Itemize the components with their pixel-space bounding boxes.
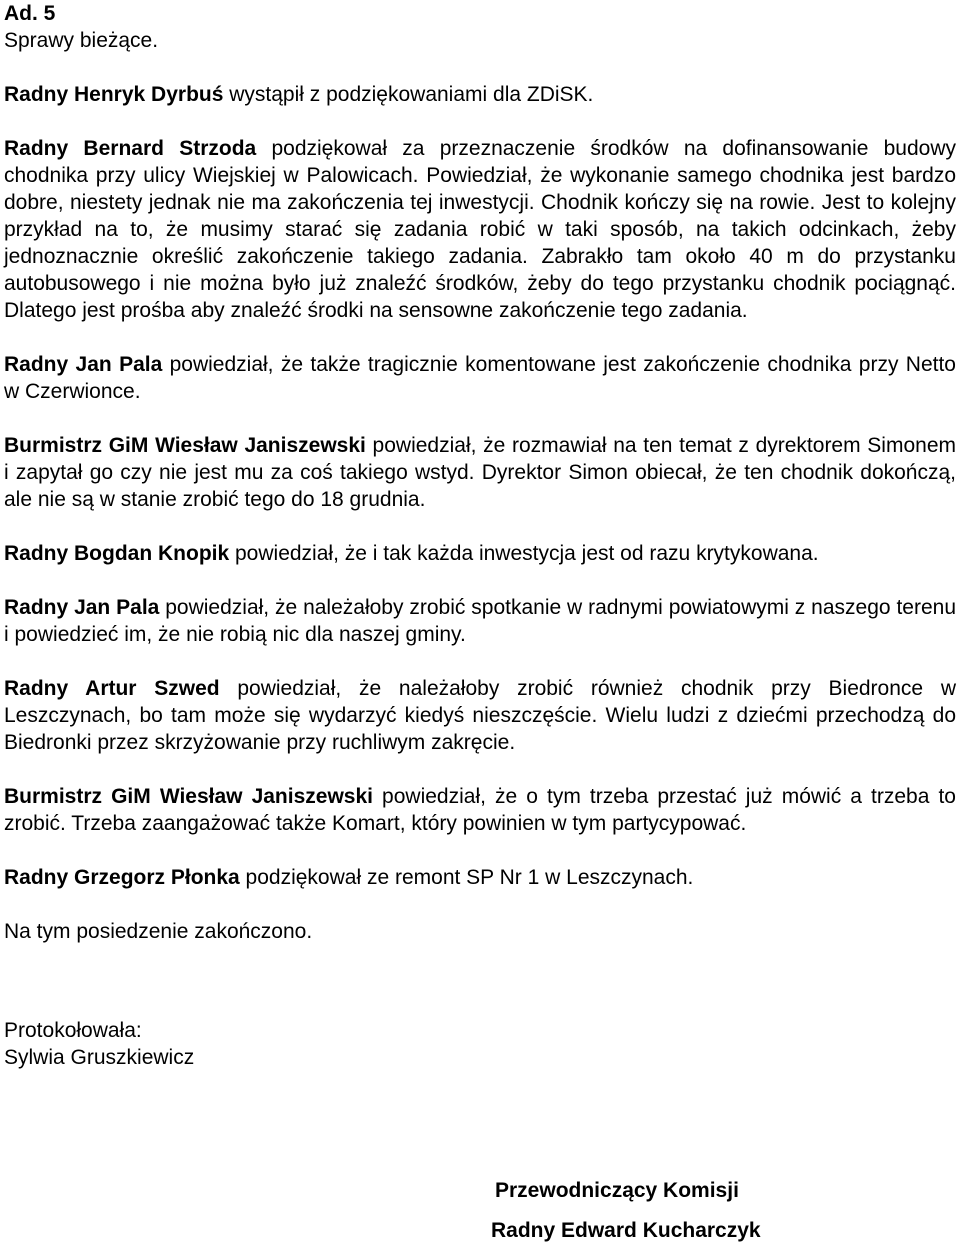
chair-name: Radny Edward Kucharczyk: [491, 1219, 761, 1242]
paragraph-text: podziękował ze remont SP Nr 1 w Leszczynach.: [239, 866, 694, 889]
section-subheading: Sprawy bieżące.: [4, 29, 159, 52]
speaker-name: Radny Bernard Strzoda: [4, 137, 257, 160]
speaker-name: Radny Jan Pala: [4, 596, 160, 619]
speaker-name: Radny Jan Pala: [4, 353, 163, 376]
paragraph-text: powiedział, że rozmawiał na ten temat z dyrektorem Simonem i zapytał go czy nie jest mu za coś takiego wstyd. Dyrektor Simon obiecał, że ten chodnik dokończą, ale nie są w stanie zrobić tego do 18 grudnia.: [4, 434, 956, 511]
paragraph-text: powiedział, że należałoby zrobić spotkanie w radnymi powiatowymi z naszego terenu i powiedzieć im, że nie robią nic dla naszej gminy.: [4, 596, 956, 646]
speaker-name: Burmistrz GiM Wiesław Janiszewski: [4, 785, 373, 808]
speaker-name: Burmistrz GiM Wiesław Janiszewski: [4, 434, 366, 457]
paragraph-janiszewski-1: [4, 432, 956, 513]
paragraph-text: wystąpił z podziękowaniami dla ZDiSK.: [223, 83, 594, 106]
paragraph-pala-2: [4, 594, 956, 648]
paragraph-text: powiedział, że o tym trzeba przestać już mówić a trzeba to zrobić. Trzeba zaangażować także Komart, który powinien w tym partycypować.: [4, 785, 956, 835]
paragraph-szwed: [4, 675, 956, 756]
paragraph-dyrbus: [4, 81, 956, 108]
speaker-name: Radny Artur Szwed: [4, 677, 220, 700]
speaker-name: Radny Bogdan Knopik: [4, 542, 230, 565]
paragraph-pala-1: [4, 351, 956, 405]
paragraph-janiszewski-2: [4, 783, 956, 837]
speaker-name: Radny Grzegorz Płonka: [4, 866, 240, 889]
closing-statement: Na tym posiedzenie zakończono.: [4, 920, 313, 943]
chair-title: Przewodniczący Komisji: [495, 1179, 739, 1202]
recorder-label: Protokołowała:: [4, 1019, 142, 1042]
paragraph-knopik: [4, 540, 956, 567]
paragraph-text: powiedział, że i tak każda inwestycja jest od razu krytykowana.: [229, 542, 819, 565]
section-heading: Ad. 5: [4, 2, 56, 25]
document-page: [4, 0, 956, 1071]
recorder-name: Sylwia Gruszkiewicz: [4, 1046, 195, 1069]
speaker-name: Radny Henryk Dyrbuś: [4, 83, 224, 106]
paragraph-text: podziękował za przeznaczenie środków na dofinansowanie budowy chodnika przy ulicy Wiejskiej w Palowicach. Powiedział, że wykonanie samego chodnika jest bardzo dobre, niestety jednak nie ma zakończenia tej inwestycji. Chodnik kończy się na rowie. Jest to kolejny przykład na to, że musimy starać się zadania robić w taki sposób, na takich odcinkach, żeby jednoznacznie określić zakończenie takiego zadania. Zabrakło tam około 40 m do przystanku autobusowego i nie można było już znaleźć środków, żeby do tego przystanku chodnik pociągnąć. Dlatego jest prośba aby znaleźć środki na sensowne zakończenie tego zadania.: [4, 137, 956, 322]
paragraph-text: powiedział, że należałoby zrobić również chodnik przy Biedronce w Leszczynach, bo tam może się wydarzyć kiedyś nieszczęście. Wielu ludzi z dziećmi przechodzą do Biedronki przez skrzyżowanie przy ruchliwym zakręcie.: [4, 677, 957, 754]
paragraph-strzoda: [4, 135, 956, 324]
paragraph-plonka: [4, 864, 956, 891]
paragraph-text: powiedział, że także tragicznie komentowane jest zakończenie chodnika przy Netto w Czerwionce.: [4, 353, 956, 403]
